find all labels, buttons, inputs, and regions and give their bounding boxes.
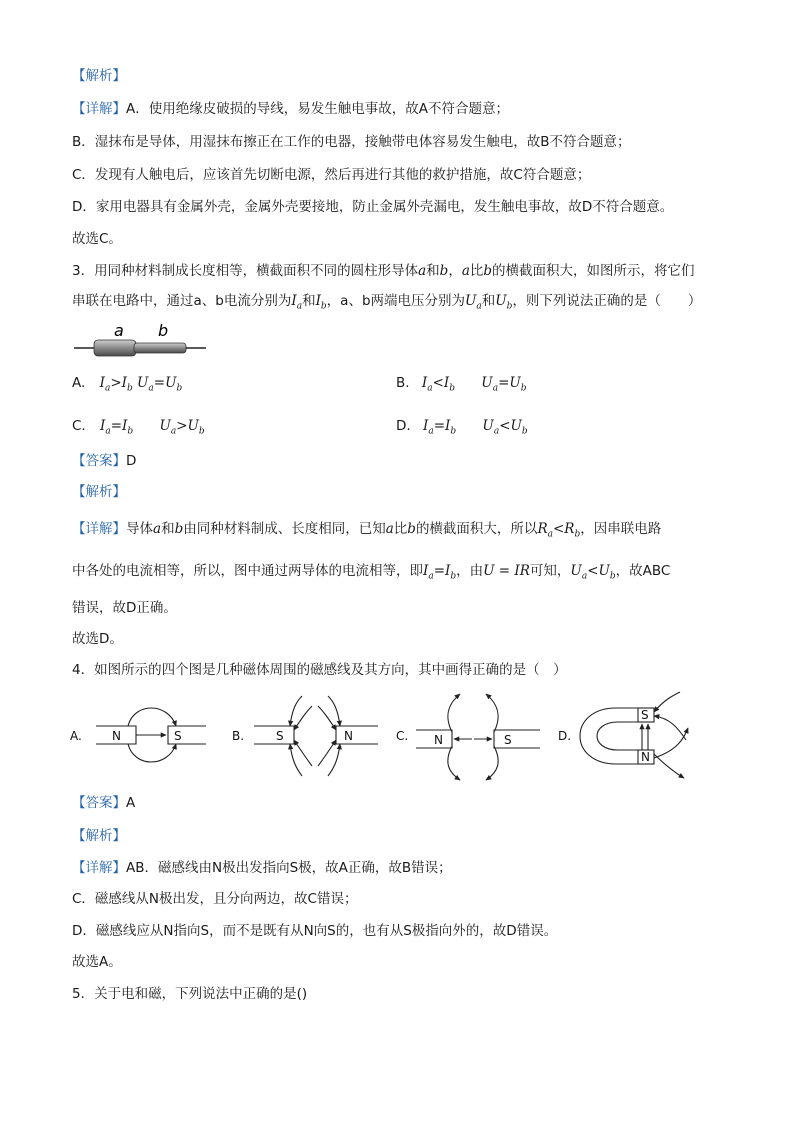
detail-tag: 【详解】 xyxy=(72,860,126,876)
text: 电流分别为 xyxy=(223,293,292,309)
math-Ra-lt-Rb: $R_a<R_b$ xyxy=(537,521,581,540)
text: a、b xyxy=(340,293,371,309)
q4-stem: 4．如图所示的四个图是几种磁体周围的磁感线及其方向，其中画得正确的是（ ） xyxy=(72,662,567,678)
pole-s: S xyxy=(276,729,284,743)
text: a、b xyxy=(193,293,224,309)
q2-detail-a xyxy=(72,99,509,119)
text: 和 xyxy=(426,263,440,279)
math-Ua: $U_a$ xyxy=(465,293,482,312)
analysis-tag: 【解析】 xyxy=(72,68,126,84)
q4-exp-line3: D．磁感线应从N指向S，而不是既有从N向S的，也有从S极指向外的，故D错误。 xyxy=(72,923,558,939)
option-c-label: C. xyxy=(396,729,409,743)
detail-tag: 【详解】 xyxy=(72,101,126,117)
q3-option-b: B. $I_a<I_b$ $U_a=U_b$ xyxy=(396,375,527,394)
pole-s: S xyxy=(641,708,649,722)
text: 的横截面积大，如图所示，将它们 xyxy=(492,263,695,279)
q2-line-b: B．湿抹布是导体，用湿抹布擦正在工作的电器，接触带电体容易发生触电，故B不符合题意； xyxy=(72,134,631,150)
math-Ua-lt-Ub: $U_a<U_b$ xyxy=(570,563,616,582)
q3-stem-line1 xyxy=(72,261,695,281)
var-a: a xyxy=(461,263,470,279)
var-b: b xyxy=(439,263,449,279)
text: ， xyxy=(326,293,341,309)
q3-option-a: A. $I_a>I_b$ $U_a=U_b$ xyxy=(72,375,183,394)
q3-conclusion: 故选D。 xyxy=(72,631,123,647)
option-b-figure xyxy=(254,696,378,776)
var-a: a xyxy=(418,263,427,279)
pole-n: N xyxy=(641,750,650,764)
q2-conclusion: 故选C。 xyxy=(72,231,122,247)
answer-tag: 【答案】 xyxy=(72,453,126,469)
text: 比 xyxy=(469,263,484,279)
q2-line-c: C．发现有人触电后，应该首先切断电源，然后再进行其他的救护措施，故C符合题意； xyxy=(72,167,591,183)
q3-option-c: C. $I_a=I_b$ $U_a>U_b$ xyxy=(72,418,205,437)
q2-line-a: A．使用绝缘皮破损的导线，易发生触电事故，故A不符合题意； xyxy=(126,101,509,117)
text: 和 xyxy=(302,293,316,309)
math-Ib: $I_b$ xyxy=(315,293,327,312)
math-Ia: $I_a$ xyxy=(291,293,303,312)
q3-exp-line3: 错误，故D正确。 xyxy=(72,600,177,616)
magnet-options-figure xyxy=(68,688,708,784)
math-Ia-eq-Ib: $I_a=I_b$ xyxy=(423,563,457,582)
answer-value: D xyxy=(126,453,137,469)
option-b-label: B. xyxy=(232,729,245,743)
pole-s: S xyxy=(504,733,512,747)
pole-n: N xyxy=(434,733,443,747)
q4-conclusion: 故选A。 xyxy=(72,954,122,970)
math-ohms-law: U = IR xyxy=(483,563,530,579)
conductor-a xyxy=(94,340,136,356)
text: 和 xyxy=(481,293,496,309)
var-b: b xyxy=(483,263,493,279)
answer-value: A xyxy=(126,795,136,811)
conductor-figure xyxy=(72,322,212,362)
pole-n: N xyxy=(112,729,121,743)
math-Ub: $U_b$ xyxy=(495,293,513,312)
pole-s: S xyxy=(174,729,182,743)
text: ， xyxy=(448,263,462,279)
q2-line-d: D．家用电器具有金属外壳，金属外壳要接地，防止金属外壳漏电，发生触电事故，故D不符合题意。 xyxy=(72,199,674,215)
option-a-label: A. xyxy=(70,729,82,743)
q5-stem: 5．关于电和磁，下列说法中正确的是() xyxy=(72,986,308,1002)
q3-stem-line2 xyxy=(72,291,701,317)
option-d-label: D. xyxy=(558,729,572,743)
pole-n: N xyxy=(344,729,353,743)
text: 两端电压分别为 xyxy=(370,293,466,309)
text: ，则下列说法正确的是（ ） xyxy=(512,293,702,309)
q3-exp-line1: 【详解】导体a和b由同种材料制成、长度相同，已知a比b的横截面积大，所以$R_a<R_b$，因串联电路 xyxy=(72,521,662,540)
q4-exp-line1: 【详解】AB．磁感线由N极出发指向S极，故A正确，故B错误； xyxy=(72,860,452,876)
q3-exp-line2: 中各处的电流相等，所以，图中通过两导体的电流相等，即$I_a=I_b$，由U = IR可知，$U_a<U_b$，故ABC xyxy=(72,563,671,582)
label-a: a xyxy=(114,322,124,340)
option-d-figure xyxy=(580,692,688,778)
answer-tag: 【答案】 xyxy=(72,795,126,811)
q4-answer xyxy=(72,793,135,813)
analysis-tag: 【解析】 xyxy=(72,484,126,500)
detail-tag: 【详解】 xyxy=(72,521,126,537)
conductor-b xyxy=(134,343,186,353)
analysis-tag: 【解析】 xyxy=(72,828,126,844)
text: 3．用同种材料制成长度相等，横截面积不同的圆柱形导体 xyxy=(72,263,419,279)
label-b: b xyxy=(158,322,169,340)
q3-option-d: D. $I_a=I_b$ $U_a<U_b$ xyxy=(396,418,528,437)
text: 串联在电路中，通过 xyxy=(72,293,194,309)
q3-answer xyxy=(72,451,136,471)
q4-exp-line2: C．磁感线从N极出发，且分向两边，故C错误； xyxy=(72,891,358,907)
